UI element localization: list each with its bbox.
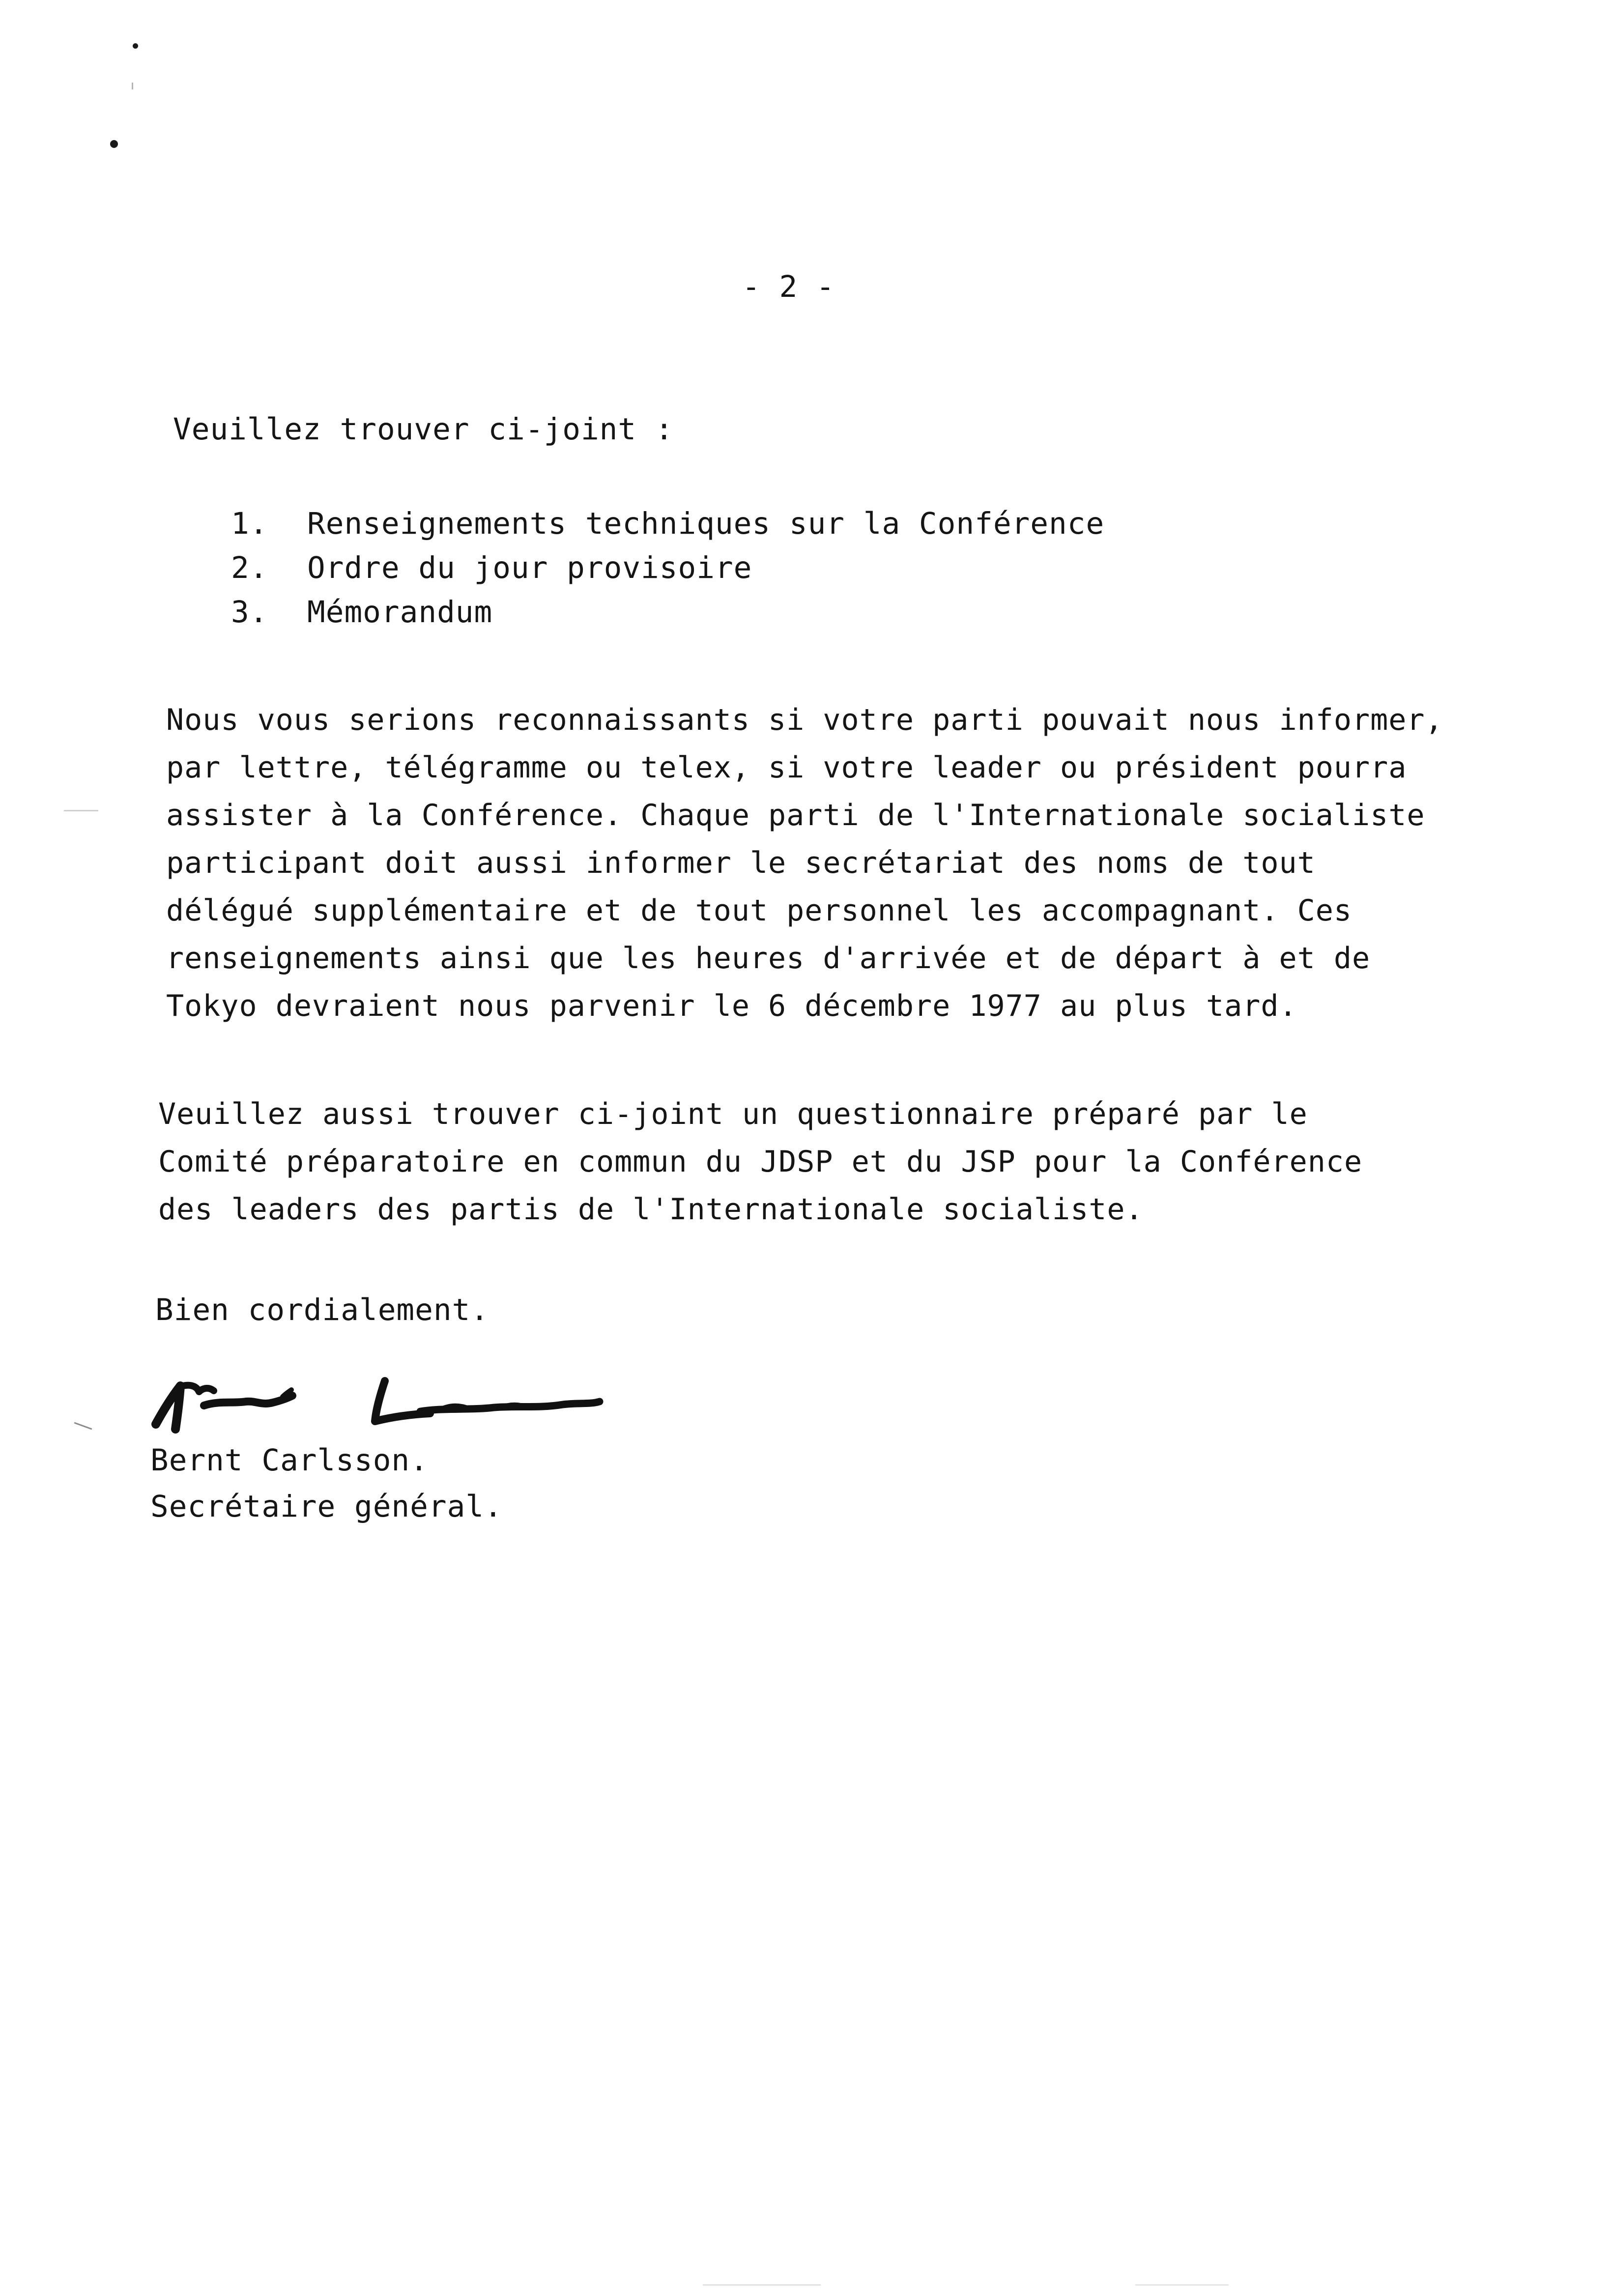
ink-dot bbox=[133, 43, 138, 49]
paragraph-line: participant doit aussi informer le secrétariat des noms de tout bbox=[166, 846, 1316, 880]
closing-salutation: Bien cordialement. bbox=[155, 1292, 489, 1327]
handwritten-signature bbox=[145, 1366, 617, 1440]
list-item-number: 3. bbox=[231, 595, 268, 630]
list-item-number: 1. bbox=[231, 506, 268, 541]
paragraph-line: Comité préparatoire en commun du JDSP et du JSP pour la Conférence bbox=[158, 1145, 1363, 1179]
list-item-number: 2. bbox=[231, 550, 268, 585]
scan-speck bbox=[1135, 2284, 1229, 2286]
page-number: - 2 - bbox=[742, 269, 835, 304]
paragraph-line: assister à la Conférence. Chaque parti de l'Internationale socialiste bbox=[166, 798, 1425, 832]
paragraph-line: délégué supplémentaire et de tout personnel les accompagnant. Ces bbox=[166, 893, 1352, 928]
paragraph-line: Veuillez aussi trouver ci-joint un questionnaire préparé par le bbox=[158, 1097, 1308, 1131]
ink-dot bbox=[110, 140, 118, 148]
signer-name: Bernt Carlsson. bbox=[150, 1443, 429, 1478]
paragraph-confirmation-request bbox=[166, 703, 1443, 1036]
scan-speck bbox=[703, 2284, 821, 2286]
paragraph-questionnaire bbox=[158, 1097, 1362, 1240]
list-item-text: Renseignements techniques sur la Conférence bbox=[307, 506, 1105, 541]
list-item-text: Mémorandum bbox=[307, 595, 493, 630]
paragraph-line: des leaders des partis de l'Internationale socialiste. bbox=[158, 1192, 1144, 1227]
scan-speck bbox=[74, 1422, 92, 1430]
paragraph-line: par lettre, télégramme ou telex, si votre leader ou président pourra bbox=[166, 750, 1407, 785]
paragraph-line: renseignements ainsi que les heures d'arrivée et de départ à et de bbox=[166, 941, 1371, 976]
paragraph-line: Nous vous serions reconnaissants si votre parti pouvait nous informer, bbox=[166, 703, 1443, 737]
list-item-text: Ordre du jour provisoire bbox=[307, 550, 752, 585]
paragraph-line: Tokyo devraient nous parvenir le 6 décembre 1977 au plus tard. bbox=[166, 989, 1297, 1023]
scan-speck bbox=[64, 810, 98, 811]
scan-speck bbox=[132, 83, 133, 89]
signer-title: Secrétaire général. bbox=[150, 1489, 503, 1524]
enclosure-intro: Veuillez trouver ci-joint : bbox=[173, 412, 674, 447]
